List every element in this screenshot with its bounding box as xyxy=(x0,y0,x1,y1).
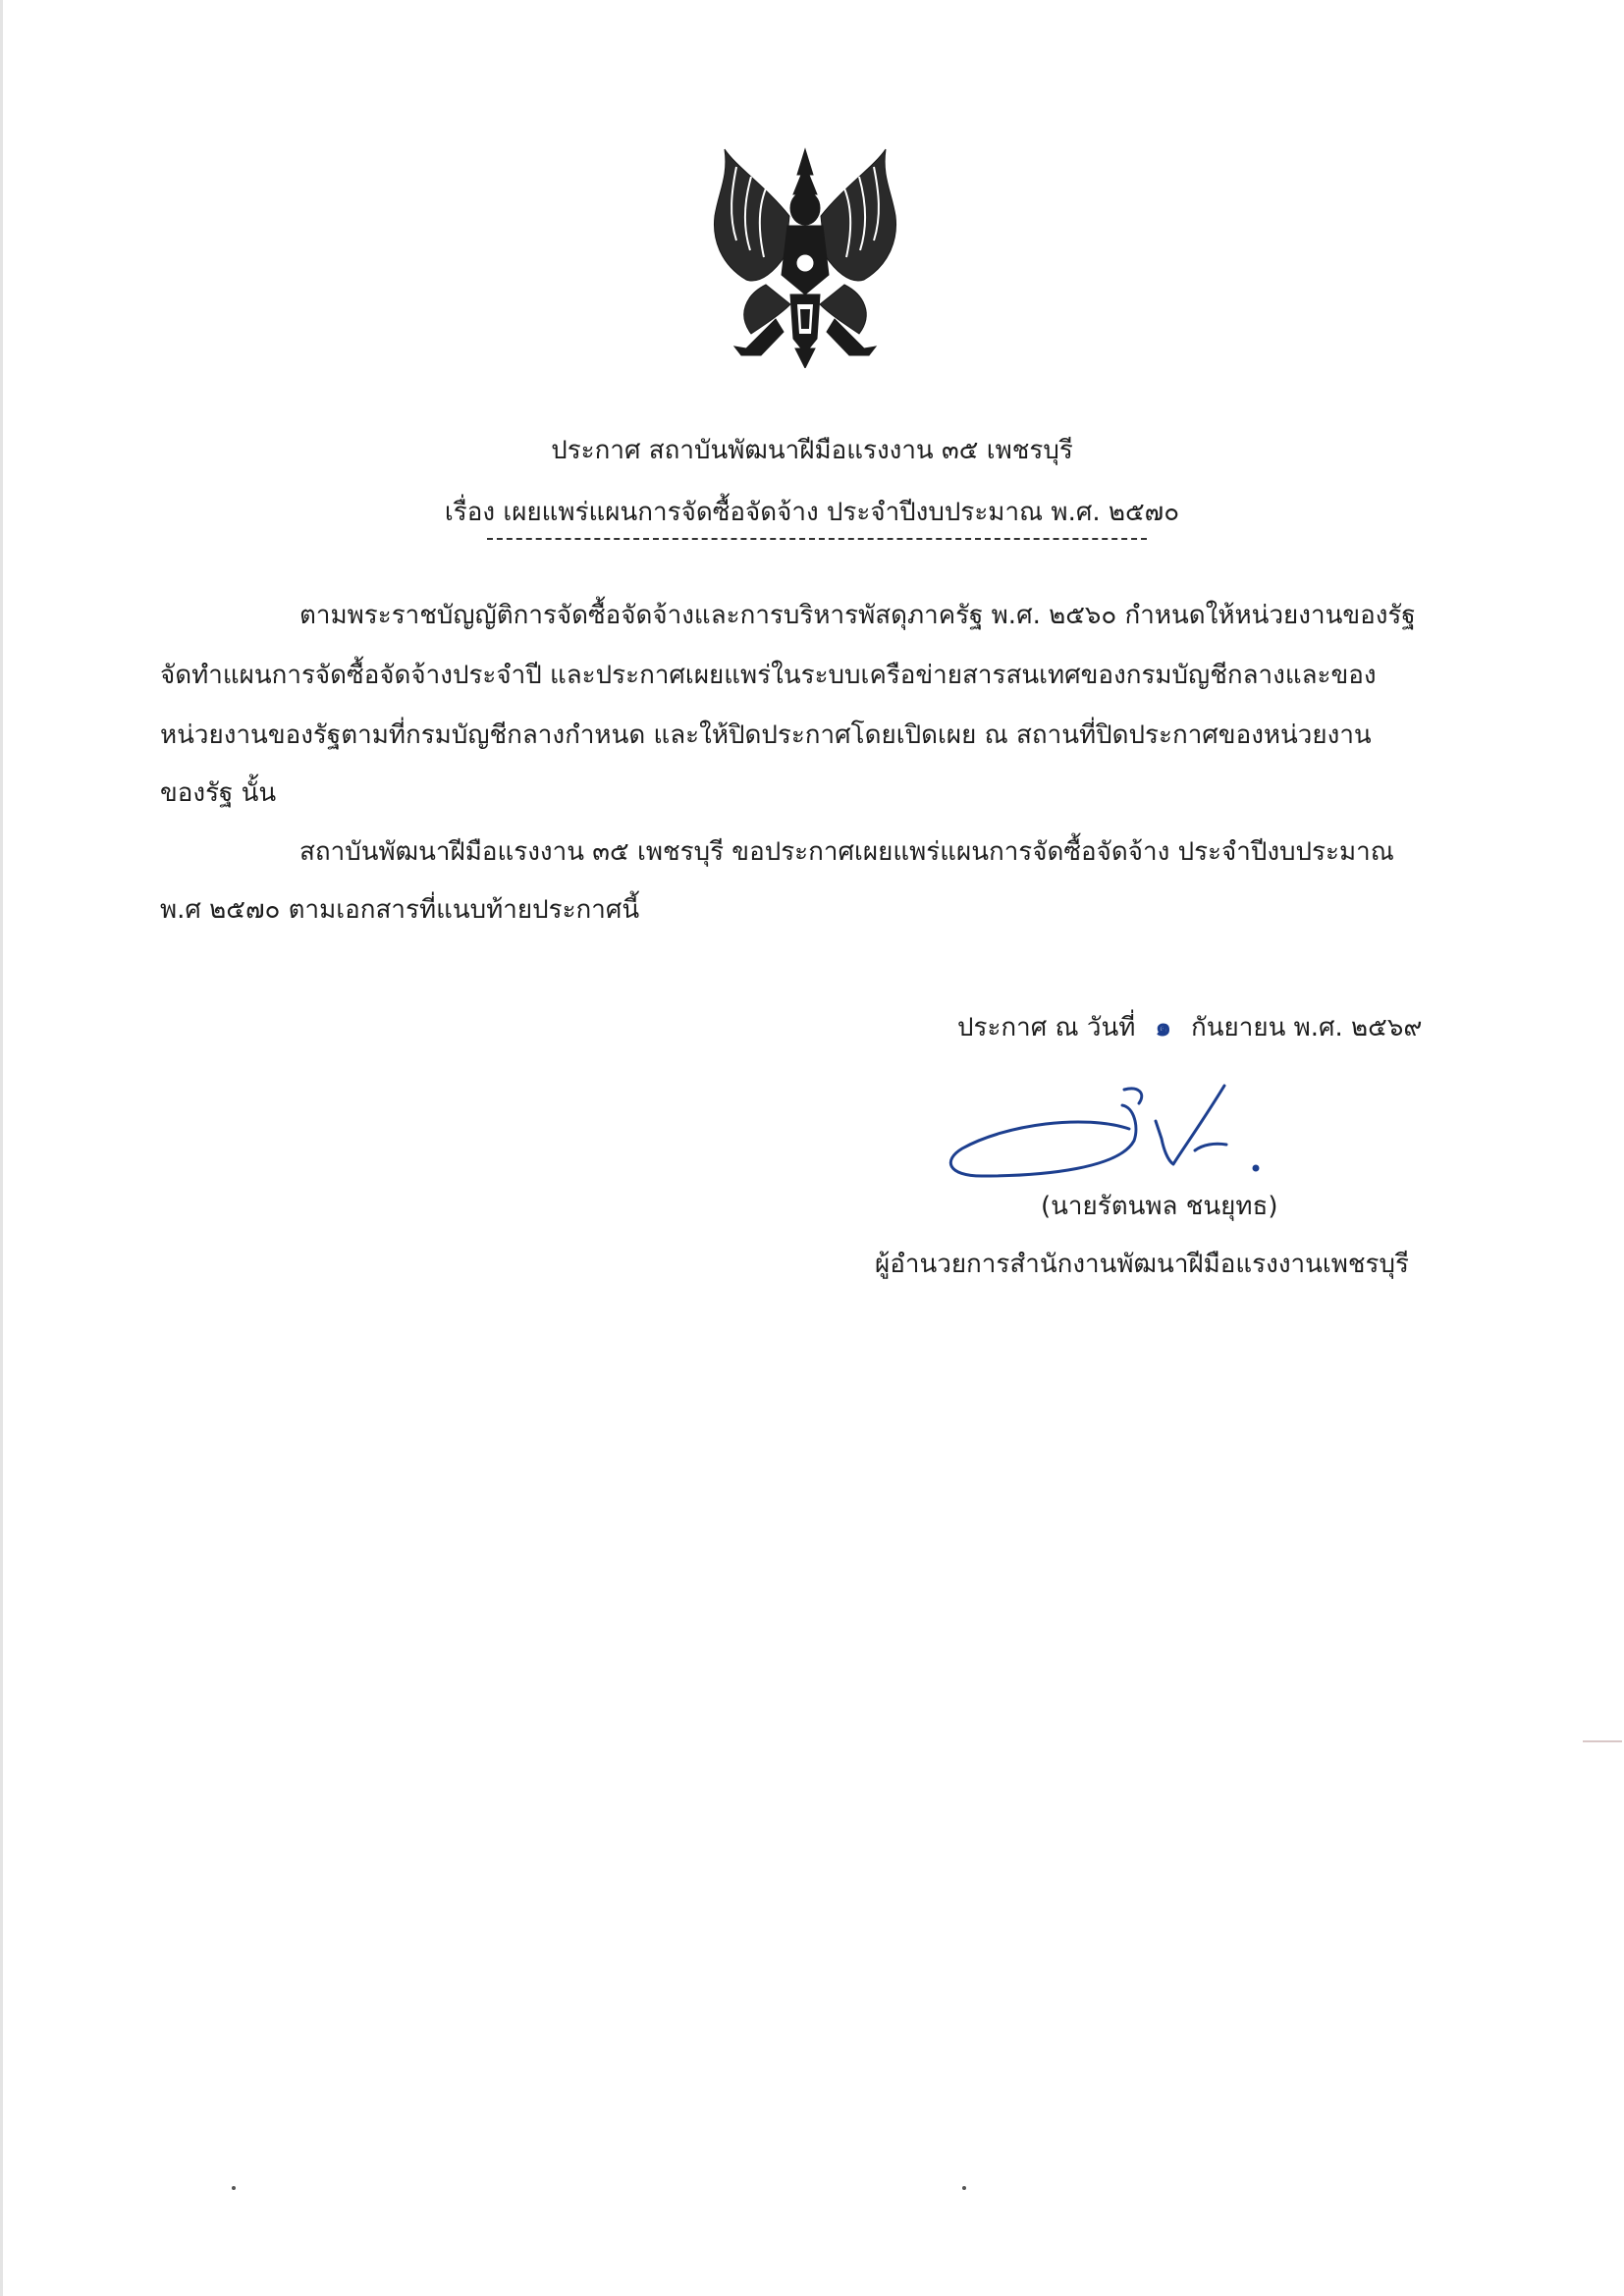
handwritten-signature xyxy=(938,1070,1350,1188)
paragraph2-line2: พ.ศ ๒๕๗๐ ตามเอกสารที่แนบท้ายประกาศนี้ xyxy=(160,895,640,925)
announcement-subject: เรื่อง เผยแพร่แผนการจัดซื้อจัดจ้าง ประจำปีงบประมาณ พ.ศ. ๒๕๗๐ xyxy=(444,498,1180,527)
garuda-emblem xyxy=(707,147,903,368)
scan-mark xyxy=(1583,1740,1622,1742)
paragraph1-line3: หน่วยงานของรัฐตามที่กรมบัญชีกลางกำหนด และให้ปิดประกาศโดยเปิดเผย ณ สถานที่ปิดประกาศของหน่วยงาน xyxy=(160,721,1372,750)
signer-position: ผู้อำนวยการสำนักงานพัฒนาฝีมือแรงงานเพชรบุรี xyxy=(875,1250,1409,1279)
page-edge xyxy=(0,0,3,2296)
date-day: ๑ xyxy=(1155,1013,1171,1042)
paragraph2-line1: สถาบันพัฒนาฝีมือแรงงาน ๓๕ เพชรบุรี ขอประกาศเผยแพร่แผนการจัดซื้อจัดจ้าง ประจำปีงบประมาณ xyxy=(299,837,1394,867)
paragraph1-line2: จัดทำแผนการจัดซื้อจัดจ้างประจำปี และประกาศเผยแพร่ในระบบเครือข่ายสารสนเทศของกรมบัญชีกลางและของ xyxy=(160,661,1377,690)
heading-divider xyxy=(487,538,1147,540)
paragraph1-line1: ตามพระราชบัญญัติการจัดซื้อจัดจ้างและการบริหารพัสดุภาครัฐ พ.ศ. ๒๕๖๐ กำหนดให้หน่วยงานของรัฐ xyxy=(299,601,1416,630)
date-prefix: ประกาศ ณ วันที่ xyxy=(957,1013,1136,1042)
paragraph1-line4: ของรัฐ นั้น xyxy=(160,778,277,808)
signer-name: (นายรัตนพล ชนยุทธ) xyxy=(1041,1192,1278,1221)
scan-speck xyxy=(962,2186,966,2190)
announcement-title: ประกาศ สถาบันพัฒนาฝีมือแรงงาน ๓๕ เพชรบุรี xyxy=(551,436,1073,465)
announcement-date xyxy=(957,1011,1422,1044)
scan-speck xyxy=(232,2186,236,2190)
date-suffix: กันยายน พ.ศ. ๒๕๖๙ xyxy=(1190,1013,1423,1042)
